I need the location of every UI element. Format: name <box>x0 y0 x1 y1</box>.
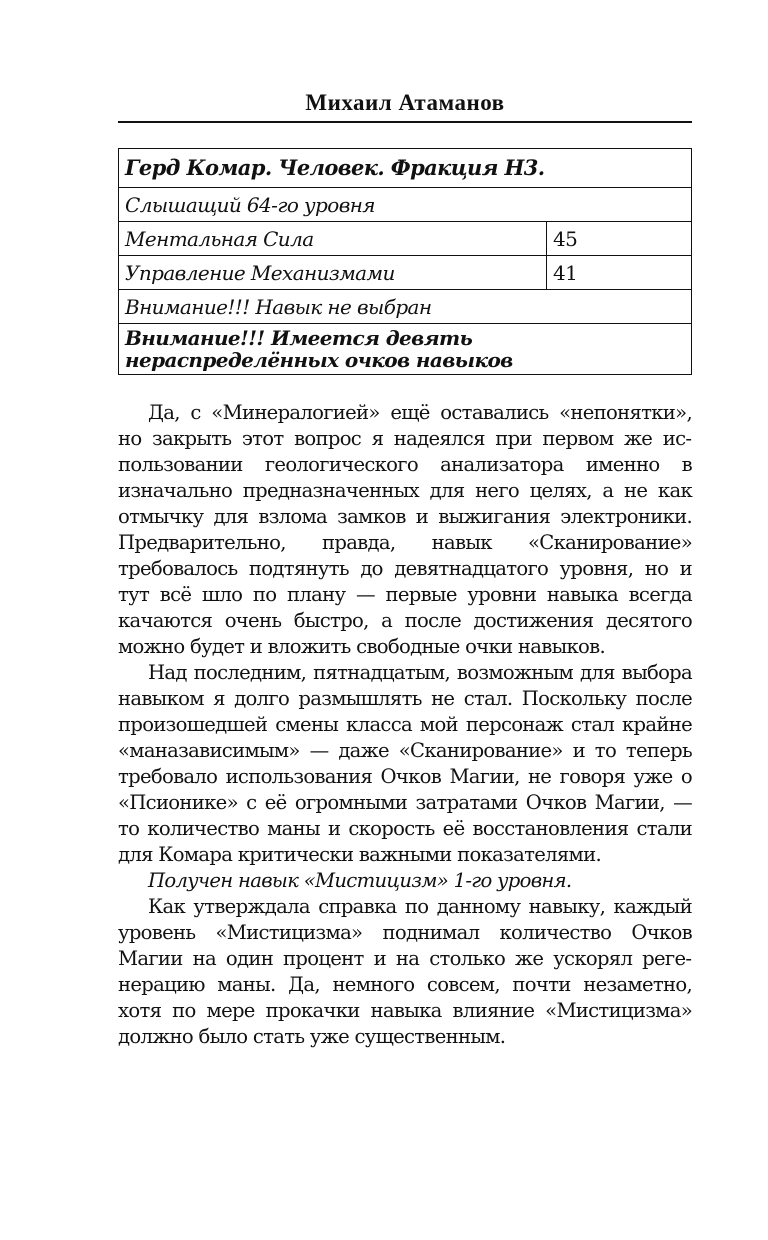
paragraph: Над последним, пятнадцатым, возможным для выбора навыком я долго размышлять не стал. Поскольку после произошедшей смены класса мой персонаж стал крайне «маназависимым» — даже «Сканирование» и то теперь требовало использования Очков Магии, не говоря уже о «Псионике» с её огромными затратами Очков Магии, — то количество маны и скорость её восстановления стали для Комара критически важными показателями. <box>118 661 692 866</box>
body-text <box>118 400 692 1050</box>
paragraph: Да, с «Минералогией» ещё оставались «непонятки», но закрыть этот вопрос я надеялся при первом же использовании геологического анализатора именно в изначально предназначенных для него целях, а не как отмычку для взлома замков и выжигания электроники. Предварительно, правда, навык «Сканирование» требовалось подтянуть до девятнадцатого уровня, но и тут всё шло по плану — первые уровни навыка всегда качаются очень быстро, а после достижения десятого можно будет и вложить свободные очки навыков. <box>118 401 692 658</box>
paragraph: Как утверждала справка по данному навыку, каждый уровень «Мистицизма» поднимал количество Очков Магии на один процент и на столько же ускорял регенерацию маны. Да, немного совсем, почти незаметно, хотя по мере прокачки навыка влияние «Мистицизма» должно было стать уже существенным. <box>118 895 692 1048</box>
status-warning-skill: Внимание!!! Навык не выбран <box>119 290 692 324</box>
running-head-author: Михаил Атаманов <box>305 90 505 115</box>
character-status-box <box>118 148 692 375</box>
stat-name-mental-power: Ментальная Сила <box>119 222 547 256</box>
status-level: Слышащий 64-го уровня <box>119 188 692 222</box>
header-divider <box>118 121 692 123</box>
skill-notice: Получен навык «Мистицизм» 1-го уровня. <box>148 869 572 892</box>
status-warning-points: Внимание!!! Имеется девять нераспределённых очков навыков <box>119 324 692 375</box>
stat-value-mechanisms: 41 <box>547 256 692 290</box>
stat-name-mechanisms: Управление Механизмами <box>119 256 547 290</box>
stat-value-mental-power: 45 <box>547 222 692 256</box>
status-title: Герд Комар. Человек. Фракция Н3. <box>119 149 692 188</box>
